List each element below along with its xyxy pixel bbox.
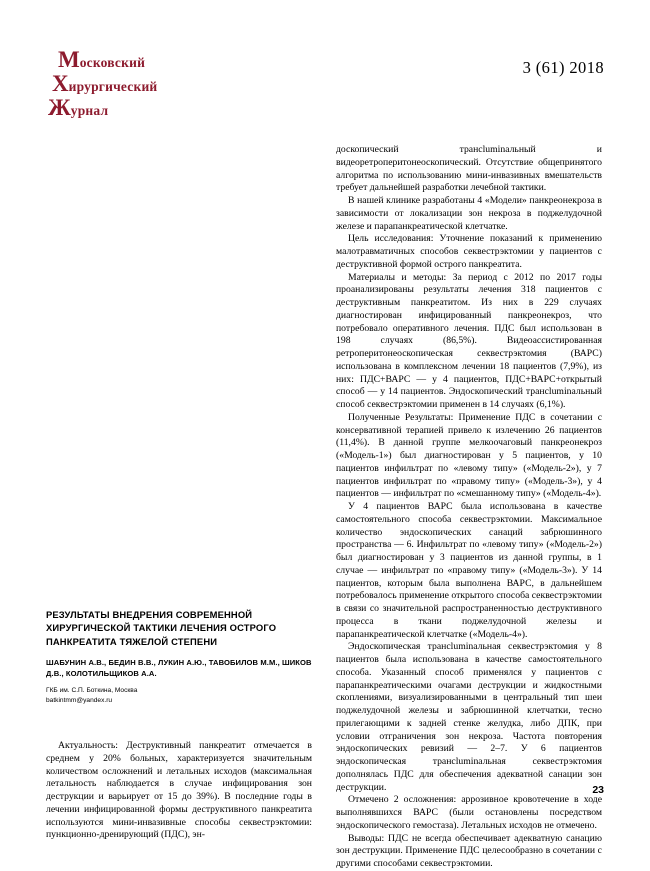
paragraph: В нашей клинике разработаны 4 «Модели» панкреонекроза в зависимости от локализации зон некроза в поджелудочной железе и парапанкреатической клетчатке. bbox=[336, 195, 602, 232]
issue-number: 3 (61) 2018 bbox=[522, 58, 604, 77]
logo-line-2 bbox=[52, 72, 258, 95]
author-list: ШАБУНИН А.В., БЕДИН В.В., ЛУКИН А.Ю., ТАВОБИЛОВ М.М., ШИКОВ Д.В., КОЛОТИЛЬЩИКОВ А.А. bbox=[46, 658, 312, 679]
logo-capital-3: Ж bbox=[48, 95, 71, 120]
paragraph: Полученные Результаты: Применение ПДС в сочетании с консервативной терапией привело к излечению 26 пациентов (11,4%). В данной группе мелкоочаговый панкреонекроз («Модель-1») был диагностирован у 5 пациентов, у 10 пациентов инфильтрат по «левому типу» («Модель-2»), у 7 пациентов инфильтрат по «правому типу» («Модель-3»), у 4 пациентов — инфильтрат по «смешанному типу» («Модель-4»). bbox=[336, 411, 602, 500]
page-title: РЕЗУЛЬТАТЫ ВНЕДРЕНИЯ СОВРЕМЕННОЙ ХИРУРГИЧЕСКОЙ ТАКТИКИ ЛЕЧЕНИЯ ОСТРОГО ПАНКРЕАТИТА ТЯЖЕЛОЙ СТЕПЕНИ bbox=[46, 609, 277, 647]
paragraph: У 4 пациентов ВАРС была использована в качестве самостоятельного способа секвестрэктомии. Максимальное количество эндоскопических санаций забрюшинного пространства — 6. Инфильтрат по «левому типу» («Модель-2») был диагностирован у 3 пациентов из данной группы, в 1 случае — инфильтрат по «правому типу» («Модель-3»). У 14 пациентов, которым была выполнена ВАРС, в дальнейшем потребовалось применение открытого способа секвестрэктомии в связи со значительной распространенностью деструктивного процесса в ткани поджелудочной железы и парапанкреатической клетчатке («Модель-4»). bbox=[336, 501, 602, 640]
paragraph: доскопический трансluminальный и видеоретроперитонеоскопический. Отсутствие общепринятого алгоритма по использованию мини-инвазивных вмешательств требует дальнейшей разработки лечебной тактики. bbox=[336, 144, 602, 194]
logo-text-3: урнал bbox=[70, 103, 109, 118]
logo-text-1: осковский bbox=[79, 55, 146, 70]
paragraph: Актуальность: Деструктивный панкреатит отмечается в среднем у 20% больных, характеризуется значительным количеством осложнений и летальных исходов (максимальная летальность наблюдается в случае инфицирования зон деструкции и варьирует от 15 до 39%). В последние годы в лечении инфицированной формы деструктивного панкреатита используются мини-инвазивные способы секвестрэктомии: пункционно-дренирующий (ПДС), эн- bbox=[46, 740, 312, 841]
title-block bbox=[46, 608, 312, 706]
page-number: 23 bbox=[592, 784, 604, 796]
paragraph: Эндоскопическая трансluminальная секвестрэктомия у 8 пациентов была использована в качестве самостоятельного способа. Указанный способ применялся у пациентов с парапанкреатическими очагами деструкции и жидкостными скоплениями, визуализированными в центральный тип шеи поджелудочной железы и забрюшинной клетчатки, тесно прилегающими к задней стенке желудка, либо ДПК, при условии отграничения зон некроза. Частота повторения эндоскопических ревизий — 2–7. У 6 пациентов эндоскопическая трансluminальная секвестрэктомия дополнялась ПДС для обеспечения адекватной санации зон деструкции. bbox=[336, 641, 602, 793]
logo-line-1 bbox=[58, 48, 258, 71]
affiliation: ГКБ им. С.П. Боткина, Москва bbox=[46, 687, 138, 695]
paragraph: Выводы: ПДС не всегда обеспечивает адекватную санацию зон деструкции. Применение ПДС целесообразно в сочетании с другими способами секвестрэктомии. bbox=[336, 832, 602, 869]
paragraph: Отмечено 2 осложнения: аррозивное кровотечение в ходе выполнявшихся ВАРС (были остановлены посредством эндоскопического гемостаза). Летальных исходов не отмечено. bbox=[336, 794, 602, 831]
left-body-text bbox=[46, 740, 312, 842]
left-column bbox=[46, 144, 312, 841]
logo-text-2: ирургический bbox=[68, 79, 158, 94]
logo-capital-1: М bbox=[58, 47, 80, 72]
logo-line-3 bbox=[48, 96, 258, 119]
paragraph: Материалы и методы: За период с 2012 по 2017 годы проанализированы результаты лечения 318 пациентов с деструктивным панкреатитом. Из них в 229 случаях диагностирован инфицированный панкреонекроз, что потребовало оперативного лечения. ПДС был использован в 198 случаях (86,5%). Видеоассистированная ретроперитонеоскопическая секвестрэктомия (ВАРС) использована в комплексном лечении 18 пациентов (7,9%), из них: ПДС+ВАРС — у 4 пациентов, ПДС+ВАРС+открытый способ — у 14 пациентов. Эндоскопический трансluminальный способ секвестрэктомии применен в 14 случаях (6,1%). bbox=[336, 271, 602, 410]
contact-email: batkintmm@yandex.ru bbox=[46, 696, 113, 704]
page-header bbox=[46, 44, 604, 120]
paragraph: Цель исследования: Уточнение показаний к применению малотравматичных способов секвестрэктомии у пациентов с деструктивной формой острого панкреатита. bbox=[336, 233, 602, 270]
logo-capital-2: Х bbox=[52, 71, 69, 96]
journal-logo bbox=[48, 48, 258, 119]
